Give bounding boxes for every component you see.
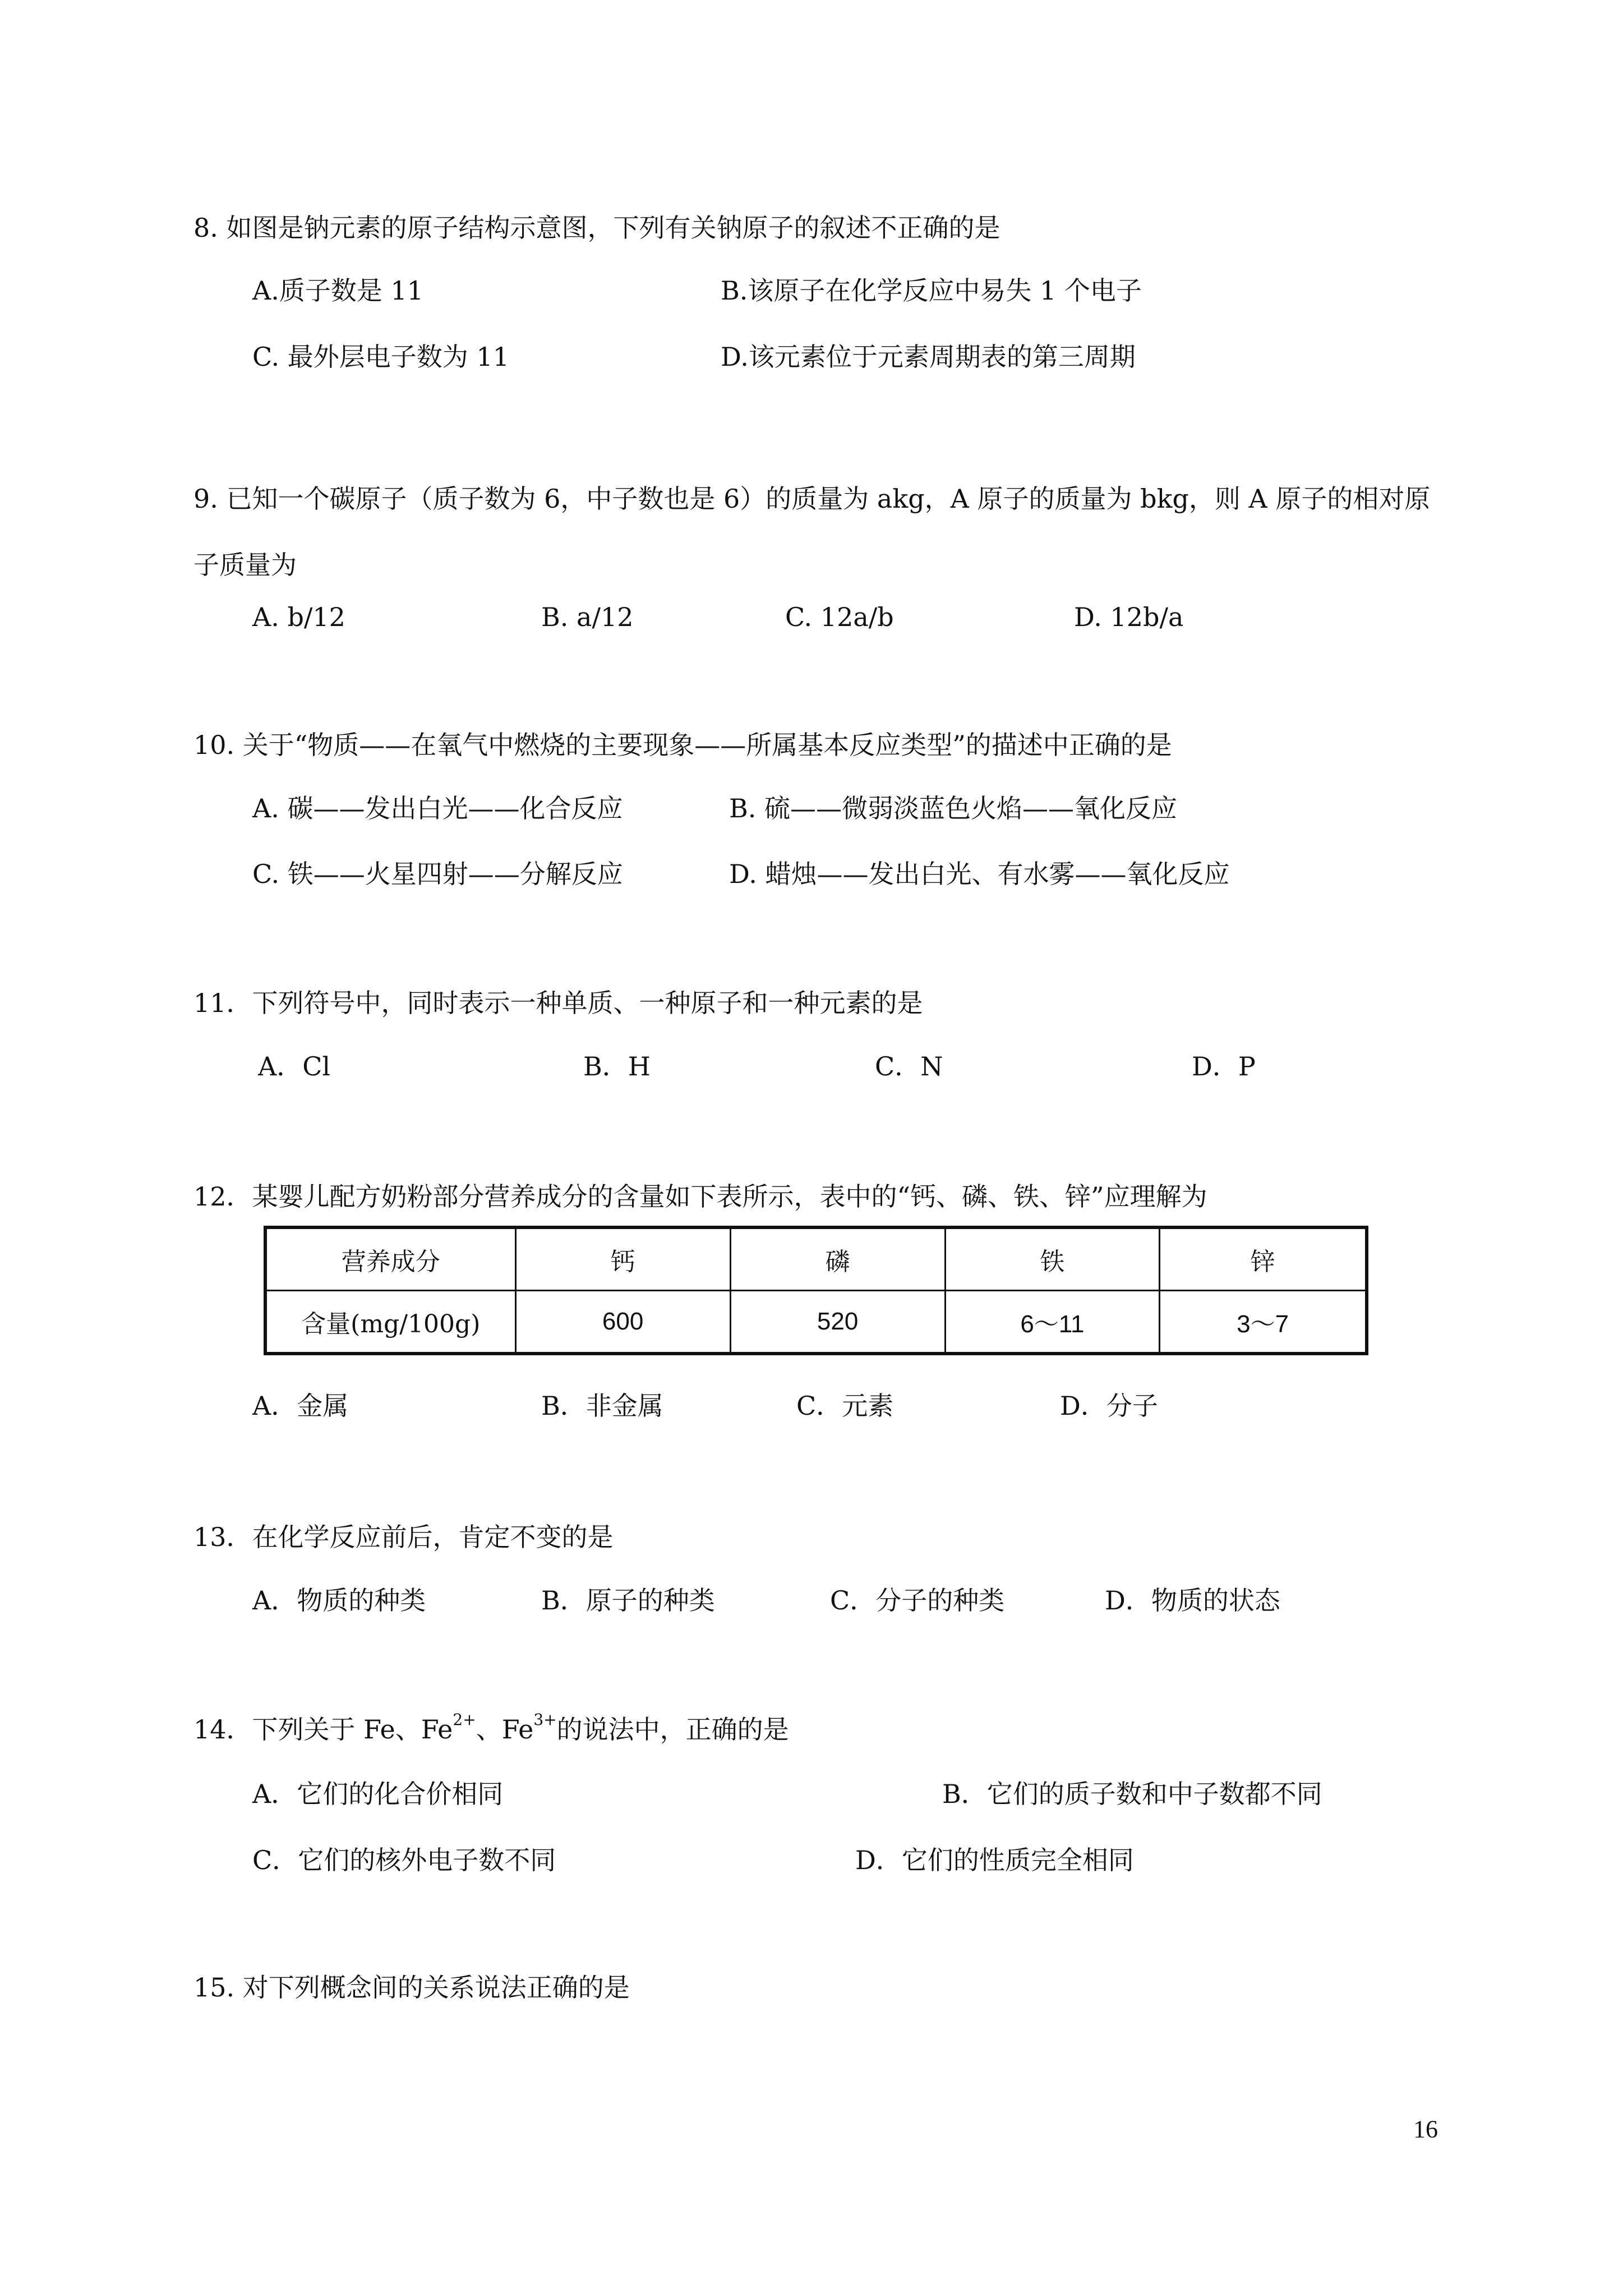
charge-superscript: 3+: [533, 1710, 557, 1729]
question-13-option-c: C．分子的种类: [830, 1585, 1005, 1616]
question-9-option-d: D. 12b/a: [1074, 602, 1184, 632]
page-number: 16: [1413, 2115, 1438, 2143]
question-8-option-d: D.该元素位于元素周期表的第三周期: [721, 342, 1136, 372]
question-15-stem: 15. 对下列概念间的关系说法正确的是: [193, 1972, 630, 2003]
question-9-option-c: C. 12a/b: [785, 602, 894, 632]
table-header-cell: 铁: [945, 1227, 1160, 1291]
question-14-stem-suffix: 的说法中，正确的是: [556, 1714, 789, 1745]
question-13-option-b: B．原子的种类: [541, 1585, 715, 1616]
question-12-option-d: D．分子: [1060, 1391, 1158, 1421]
question-11-stem: 11．下列符号中，同时表示一种单质、一种原子和一种元素的是: [193, 988, 923, 1018]
question-11-option-c: C．N: [875, 1051, 943, 1082]
question-13-stem: 13．在化学反应前后，肯定不变的是: [193, 1522, 614, 1552]
table-row: [265, 1291, 1367, 1354]
nutrition-table: [264, 1226, 1368, 1355]
question-12-option-b: B．非金属: [541, 1391, 663, 1421]
question-10-stem: 10. 关于“物质——在氧气中燃烧的主要现象——所属基本反应类型”的描述中正确的是: [193, 730, 1172, 760]
table-cell: 3～7: [1160, 1291, 1367, 1354]
question-14-option-b: B．它们的质子数和中子数都不同: [942, 1779, 1322, 1809]
question-8-option-a: A.质子数是 11: [252, 275, 423, 306]
question-14-option-d: D．它们的性质完全相同: [855, 1845, 1134, 1875]
question-11-option-d: D．P: [1192, 1051, 1256, 1082]
table-header-cell: 钙: [515, 1227, 730, 1291]
question-14-option-a: A．它们的化合价相同: [252, 1779, 504, 1809]
question-8-stem: 8. 如图是钠元素的原子结构示意图，下列有关钠原子的叙述不正确的是: [193, 213, 1000, 243]
question-11-option-b: B．H: [583, 1051, 651, 1082]
question-12-option-a: A．金属: [252, 1391, 349, 1421]
question-13-option-d: D．物质的状态: [1105, 1585, 1280, 1616]
question-9-stem: 9. 已知一个碳原子（质子数为 6，中子数也是 6）的质量为 akg，A 原子的质量为 bkg，则 A 原子的相对原子质量为: [193, 484, 1431, 580]
question-8-option-b: B.该原子在化学反应中易失 1 个电子: [721, 275, 1142, 306]
table-header-cell: 锌: [1160, 1227, 1367, 1291]
question-9-option-b: B. a/12: [541, 602, 634, 632]
question-12-stem: 12．某婴儿配方奶粉部分营养成分的含量如下表所示，表中的“钙、磷、铁、锌”应理解为: [193, 1181, 1207, 1212]
question-10-option-b: B. 硫——微弱淡蓝色火焰——氧化反应: [729, 793, 1178, 823]
question-11-option-a: A．Cl: [258, 1051, 331, 1082]
question-14-stem-prefix: 14．下列关于 Fe、Fe: [193, 1714, 453, 1745]
table-header-row: [265, 1227, 1367, 1291]
question-8-option-c: C. 最外层电子数为 11: [252, 342, 509, 372]
question-13-option-a: A．物质的种类: [252, 1585, 426, 1616]
charge-superscript: 2+: [453, 1710, 476, 1729]
question-14-option-c: C．它们的核外电子数不同: [252, 1845, 556, 1875]
table-header-cell: 磷: [730, 1227, 945, 1291]
question-12-option-c: C．元素: [796, 1391, 894, 1421]
question-9-option-a: A. b/12: [252, 602, 345, 632]
table-cell: 600: [515, 1291, 730, 1354]
question-14-stem-mid: 、Fe: [476, 1714, 534, 1745]
table-header-cell: 营养成分: [265, 1227, 515, 1291]
question-10-option-d: D. 蜡烛——发出白光、有水雾——氧化反应: [729, 859, 1230, 889]
table-cell: 含量(mg/100g): [265, 1291, 515, 1354]
question-14-stem: [193, 1710, 789, 1745]
table-cell: 6～11: [945, 1291, 1160, 1354]
table-cell: 520: [730, 1291, 945, 1354]
question-10-option-a: A. 碳——发出白光——化合反应: [252, 793, 623, 823]
question-10-option-c: C. 铁——火星四射——分解反应: [252, 859, 623, 889]
